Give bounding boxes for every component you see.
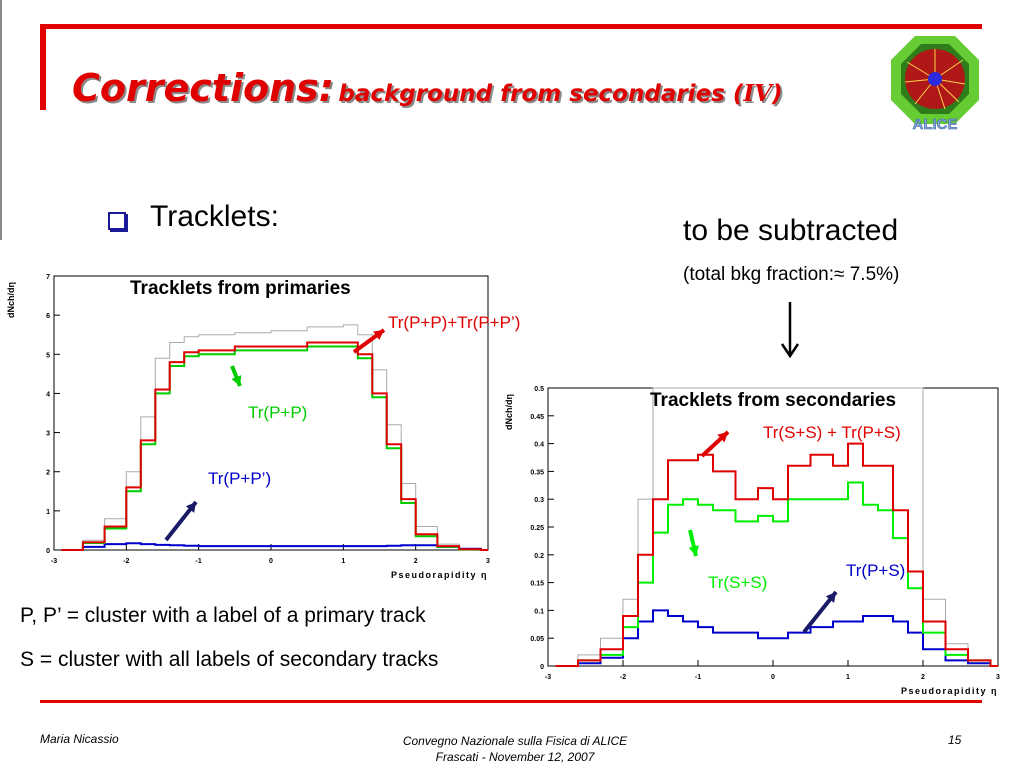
y-tick-label: 2 <box>46 469 50 477</box>
series-annotation-1: Tr(P+P) <box>248 403 308 422</box>
series-line-1 <box>61 347 488 551</box>
down-arrow-icon <box>778 300 802 360</box>
x-tick-label: 2 <box>413 558 418 565</box>
x-tick-label: -2 <box>123 558 130 565</box>
y-tick-label: 0.35 <box>530 469 544 477</box>
x-tick-label: 0 <box>269 558 273 565</box>
x-tick-label: -1 <box>694 674 702 681</box>
y-tick-label: 0.2 <box>534 552 544 560</box>
x-axis-label: Pseudorapidity η <box>900 686 998 696</box>
x-tick-label: -3 <box>544 674 552 681</box>
footer-rule <box>40 700 982 703</box>
y-tick-label: 0.15 <box>530 580 544 588</box>
series-annotation-2: Tr(P+P’) <box>208 469 272 488</box>
y-tick-label: 5 <box>46 352 50 360</box>
series-annotation-2: Tr(P+S) <box>846 561 906 580</box>
note-s-definition: S = cluster with all labels of secondary tracks <box>20 648 439 671</box>
title-main: Corrections: <box>72 66 334 110</box>
y-tick-label: 1 <box>46 508 50 516</box>
x-axis-label: Pseudorapidity η <box>390 570 488 580</box>
note-p-definition: P, P’ = cluster with a label of a primary track <box>20 604 426 627</box>
x-tick-label: -1 <box>195 558 202 565</box>
slide-title <box>72 66 783 110</box>
bullet-tracklets: Tracklets: <box>150 200 279 233</box>
y-tick-label: 0 <box>46 548 50 555</box>
y-tick-label: 0.45 <box>530 413 544 421</box>
footer-author: Maria Nicassio <box>40 732 119 746</box>
title-top-rule <box>40 24 982 29</box>
title-vertical-bar <box>40 24 46 110</box>
y-tick-label: 0.1 <box>534 608 544 616</box>
series-annotation-1: Tr(S+S) <box>708 573 768 592</box>
to-be-subtracted: to be subtracted <box>683 214 899 247</box>
y-tick-label: 0.3 <box>534 497 544 505</box>
chart2-title: Tracklets from secondaries <box>650 390 897 411</box>
page-number: 15 <box>948 733 962 747</box>
series-annotation-0: Tr(P+P)+Tr(P+P’) <box>388 313 520 332</box>
x-tick-label: 1 <box>846 674 850 681</box>
y-tick-label: 0 <box>540 664 544 671</box>
y-axis-label: dNch/dη <box>504 394 514 430</box>
series-annotation-0: Tr(S+S) + Tr(P+S) <box>763 423 901 442</box>
left-edge-line <box>0 0 2 240</box>
alice-logo <box>885 32 983 132</box>
series-line-2 <box>61 543 488 550</box>
y-tick-label: 4 <box>46 391 50 399</box>
y-tick-label: 0.4 <box>534 441 544 449</box>
title-subtitle: background from secondaries (IV) <box>338 80 783 107</box>
y-tick-label: 6 <box>46 313 50 321</box>
x-tick-label: 2 <box>921 674 925 681</box>
alice-logo-text: ALICE <box>912 116 958 132</box>
y-tick-label: 0.05 <box>530 636 544 644</box>
y-tick-label: 7 <box>46 274 50 281</box>
x-tick-label: 3 <box>486 558 490 565</box>
x-tick-label: -2 <box>619 674 627 681</box>
footer-conference: Convegno Nazionale sulla Fisica di ALICE Frascati - November 12, 2007 <box>402 734 628 764</box>
x-tick-label: 0 <box>771 674 775 681</box>
x-tick-label: -3 <box>50 558 58 565</box>
y-tick-label: 0.5 <box>534 386 544 393</box>
y-axis-label: dNch/dη <box>6 282 16 318</box>
x-tick-label: 3 <box>996 674 1000 681</box>
chart-primaries <box>0 262 520 582</box>
y-tick-label: 0.25 <box>530 525 544 532</box>
chart1-title: Tracklets from primaries <box>130 278 351 299</box>
x-tick-label: 1 <box>341 558 346 565</box>
y-tick-label: 3 <box>46 430 50 438</box>
series-line-3 <box>61 325 488 550</box>
bullet-checkbox-icon <box>108 212 126 230</box>
chart-secondaries <box>500 378 1020 700</box>
bkg-fraction: (total bkg fraction:≈ 7.5%) <box>683 264 900 285</box>
